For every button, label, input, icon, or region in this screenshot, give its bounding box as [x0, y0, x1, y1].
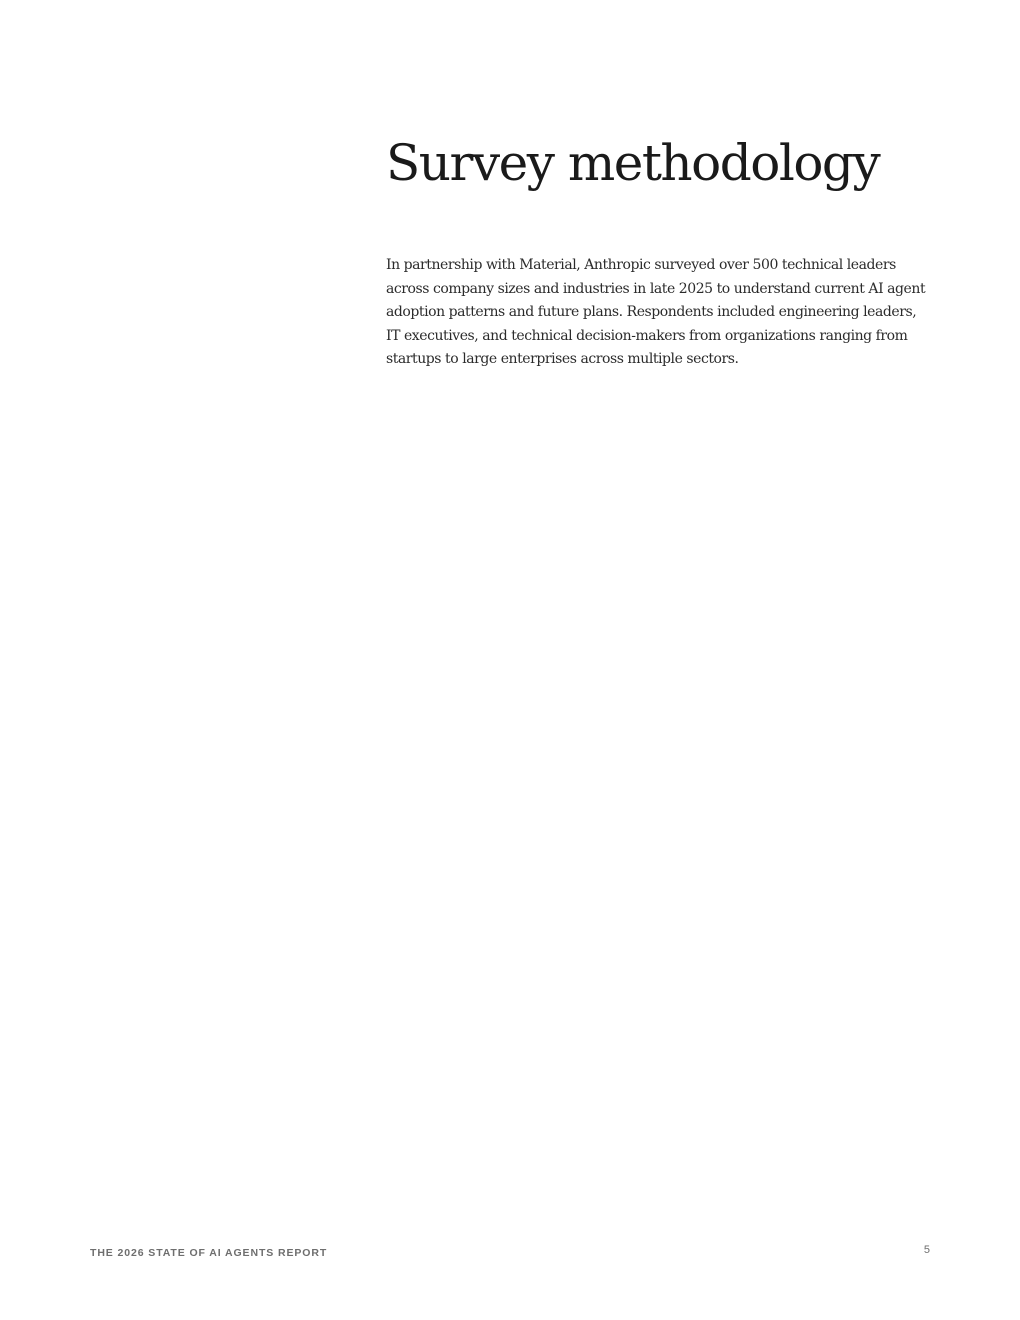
page-number: 5: [923, 1244, 930, 1256]
page-title: Survey methodology: [386, 134, 880, 192]
footer-report-name: THE 2026 STATE OF AI AGENTS REPORT: [90, 1247, 328, 1259]
main-content: [386, 132, 936, 367]
body-paragraph: In partnership with Material, Anthropic surveyed over 500 technical leaders across company sizes and industries in late 2025 to understand current AI agent adoption patterns and future plans. Respondents included engineering leaders, IT executives, and technical decision-makers from organizations ranging from startups to large enterprises across multiple sectors.: [386, 257, 926, 367]
